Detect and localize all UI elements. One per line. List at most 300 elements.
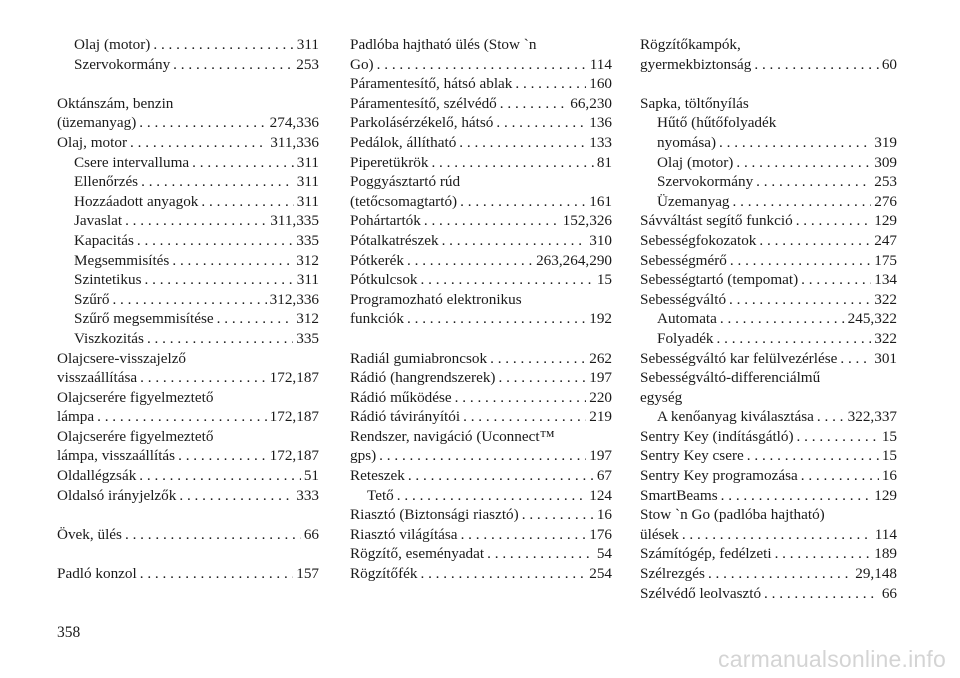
index-entry-page: 197 [589,447,612,465]
index-entry-page: 66 [303,525,319,543]
index-entry-term: (tetőcsomagtartó) [350,192,458,210]
index-entry-term: Övek, ülés [57,525,122,543]
index-entry-heading: Hűtő (hűtőfolyadék [657,114,777,132]
index-entry-page: 133 [589,133,612,151]
index-entry [350,486,612,506]
index-entry-page: 67 [596,467,612,485]
index-entry-row [350,231,612,251]
index-entry [57,153,319,173]
index-entry [57,55,319,75]
index-column-2 [350,35,612,584]
index-entry [640,211,897,231]
index-entry-row [657,133,897,153]
index-entry-term: Piperetükrök [350,153,429,171]
index-entry [350,172,612,211]
index-entry [640,172,897,192]
index-entry-row [367,486,612,506]
dot-leader [125,525,301,545]
index-entry-term: Ellenőrzés [74,173,139,191]
dot-leader [420,564,586,584]
dot-leader [407,309,586,329]
index-entry [57,309,319,329]
dot-leader [708,564,852,584]
dot-leader [500,94,567,114]
section-gap [640,74,897,94]
dot-leader [682,525,872,545]
index-entry [350,525,612,545]
dot-leader [460,192,586,212]
index-entry-term: Szélrezgés [640,565,705,583]
index-entry-term: Sebességváltó [640,290,727,308]
index-entry [57,329,319,349]
index-entry-page: 15 [881,427,897,445]
dot-leader [461,525,587,545]
dot-leader [145,270,294,290]
index-entry [57,35,319,55]
index-entry-term: SmartBeams [640,486,718,504]
index-entry [640,153,897,173]
index-entry-row [57,407,319,427]
index-entry-term: A kenőanyag kiválasztása [657,408,814,426]
dot-leader [192,153,294,173]
index-entry-page: 311,335 [270,212,319,230]
index-entry-row [350,349,612,369]
index-entry-heading: Programozható elektronikus [350,290,522,308]
dot-leader [153,35,293,55]
index-entry [640,329,897,349]
index-entry-term: Rádió (hangrendszerek) [350,369,496,387]
page-number: 358 [57,624,81,641]
index-entry-page: 245,322 [847,310,897,328]
index-entry [640,113,897,152]
dot-leader [379,446,586,466]
index-entry-heading: Olajcserére figyelmeztető [57,388,214,406]
index-entry-page: 310 [589,231,612,249]
index-entry-heading: Rögzítőkampók, [640,36,741,53]
dot-leader [496,113,586,133]
index-entry [640,505,897,544]
index-entry-term: Megsemmisítés [74,251,170,269]
dot-leader [490,349,586,369]
index-entry-term: Üzemanyag [657,192,730,210]
dot-leader [97,407,267,427]
dot-leader [424,211,560,231]
index-entry-row [57,446,319,466]
index-entry-page: 322 [874,329,897,347]
index-entry-term: Go) [350,55,374,73]
index-entry [640,270,897,290]
index-entry-page: 311,336 [270,133,319,151]
index-entry-row [640,231,897,251]
index-entry-page: 197 [589,369,612,387]
index-entry-page: 54 [596,545,612,563]
section-gap [57,74,319,94]
index-entry-term: Pótkerék [350,251,404,269]
index-entry-row [350,133,612,153]
index-entry-row [640,446,897,466]
index-entry [57,133,319,153]
index-entry-page: 312,336 [269,290,319,308]
index-entry-term: Rádió távirányítói [350,408,461,426]
dot-leader [179,486,293,506]
index-entry-page: 312 [296,251,319,269]
dot-leader [407,251,533,271]
index-entry-row [57,113,319,133]
index-entry-term: Sebességváltó kar felülvezérlése [640,349,838,367]
dot-leader [141,172,294,192]
index-entry-page: 172,187 [269,447,319,465]
dot-leader [442,231,587,251]
index-entry [640,407,897,427]
index-entry-term: gps) [350,447,377,465]
index-entry-page: 172,187 [269,369,319,387]
index-entry-page: 134 [874,271,897,289]
index-entry-page: 335 [296,231,319,249]
index-entry-page: 301 [874,349,897,367]
index-entry-row [640,211,897,231]
index-entry-page: 66,230 [570,94,612,112]
dot-leader [720,309,845,329]
index-entry-row [350,564,612,584]
index-entry-row [74,211,319,231]
dot-leader [775,544,872,564]
index-entry-row [640,486,897,506]
index-entry [57,94,319,133]
index-entry-row [350,270,612,290]
index-entry-row [350,368,612,388]
index-entry-term: Javaslat [74,212,123,230]
index-entry-page: 15 [596,271,612,289]
index-entry-row [657,153,897,173]
index-entry-row [640,270,897,290]
index-entry-row [350,211,612,231]
index-entry-term: Sentry Key (indításgátló) [640,427,794,445]
index-entry [640,290,897,310]
index-entry-term: Oldallégzsák [57,467,137,485]
index-entry [640,446,897,466]
index-entry-page: 322,337 [847,408,897,426]
dot-leader [172,251,293,271]
dot-leader [421,270,594,290]
dot-leader [455,388,587,408]
index-entry-row [640,525,897,545]
dot-leader [178,446,267,466]
index-entry-page: 311 [296,153,319,171]
index-entry-heading: Oktánszám, benzin [57,94,174,112]
index-entry-heading: Sapka, töltőnyílás [640,94,749,112]
index-entry-row [74,55,319,75]
index-entry-heading: Padlóba hajtható ülés (Stow `n [350,36,537,53]
index-entry [350,153,612,173]
index-entry-row [350,505,612,525]
dot-leader [125,211,267,231]
index-entry-row [640,349,897,369]
index-entry [350,270,612,290]
index-entry-term: Pohártartók [350,212,421,230]
index-entry [640,94,897,114]
index-entry-term: Riasztó világítása [350,525,458,543]
dot-leader [397,486,586,506]
index-entry-page: 219 [589,408,612,426]
section-gap [57,505,319,525]
index-entry-term: Rögzítőfék [350,565,418,583]
dot-leader [217,309,294,329]
index-entry-term: Pótkulcsok [350,271,418,289]
dot-leader [756,172,871,192]
index-entry-row [657,407,897,427]
dot-leader [139,466,301,486]
dot-leader [137,231,293,251]
index-entry-row [640,251,897,271]
watermark: carmanualsonline.info [718,646,946,672]
index-entry-term: Sebességfokozatok [640,231,757,249]
index-entry-row [657,309,897,329]
index-entry-term: Szintetikus [74,271,142,289]
index-entry-row [57,564,319,584]
index-entry-row [640,584,897,604]
index-entry-term: lámpa, visszaállítás [57,447,176,465]
index-entry-term: Sebességtartó (tempomat) [640,271,799,289]
index-entry-term: Olaj, motor [57,133,128,151]
index-entry [57,427,319,466]
dot-leader [721,486,872,506]
index-entry [350,133,612,153]
index-entry [57,486,319,506]
index-entry-term: Szervokormány [74,55,171,73]
dot-leader [140,564,293,584]
index-entry [350,427,612,466]
dot-leader [459,133,586,153]
dot-leader [147,329,293,349]
index-entry [57,211,319,231]
index-entry [350,113,612,133]
index-entry-page: 311 [296,271,319,289]
dot-leader [719,133,871,153]
index-entry-row [74,290,319,310]
index-entry-row [350,192,612,212]
index-entry [640,251,897,271]
index-entry-page: 16 [596,506,612,524]
index-entry [640,486,897,506]
index-entry [350,35,612,74]
index-entry-page: 114 [589,55,612,73]
index-entry-row [350,153,612,173]
dot-leader [431,153,593,173]
section-gap [350,329,612,349]
index-entry-page: 51 [303,467,319,485]
index-entry [350,564,612,584]
index-entry-row [350,446,612,466]
index-entry [350,231,612,251]
index-entry-page: 160 [589,75,612,93]
index-entry-row [57,466,319,486]
index-entry-row [350,466,612,486]
index-entry-row [74,172,319,192]
index-entry-row [640,427,897,447]
index-entry-term: Rögzítő, eseményadat [350,545,485,563]
index-entry [57,564,319,584]
index-entry-page: 136 [589,114,612,132]
index-entry-term: Sebességmérő [640,251,727,269]
index-entry-page: 16 [881,467,897,485]
index-entry-row [74,231,319,251]
index-entry-page: 192 [589,310,612,328]
index-entry [640,231,897,251]
index-entry-term: Számítógép, fedélzeti [640,545,772,563]
index-column-3 [640,35,897,603]
index-entry-row [57,133,319,153]
index-entry [350,251,612,271]
index-entry [57,270,319,290]
dot-leader [463,407,586,427]
index-entry [350,505,612,525]
index-entry [350,388,612,408]
index-entry-term: funkciók [350,310,404,328]
index-entry-term: Olaj (motor) [657,153,734,171]
index-entry-page: 175 [874,251,897,269]
index-entry-page: 319 [874,133,897,151]
dot-leader [377,55,587,75]
index-entry-term: Páramentesítő, hátsó ablak [350,75,513,93]
index-entry-row [57,368,319,388]
index-entry [640,35,897,74]
index-entry-page: 335 [296,329,319,347]
index-entry-row [657,329,897,349]
index-entry-term: gyermekbiztonság [640,55,752,73]
dot-leader [754,55,878,75]
index-entry-page: 81 [596,153,612,171]
index-entry-row [657,192,897,212]
index-entry-term: (üzemanyag) [57,114,137,132]
index-entry-page: 333 [296,486,319,504]
index-entry-row [640,55,897,75]
index-entry [640,192,897,212]
dot-leader [717,329,872,349]
index-entry-row [640,544,897,564]
index-entry-term: Szűrő megsemmisítése [74,310,214,328]
index-entry-row [350,407,612,427]
dot-leader [817,407,845,427]
dot-leader [801,270,871,290]
index-entry-term: ülések [640,525,679,543]
dot-leader [729,290,871,310]
index-entry [640,349,897,369]
index-entry [350,290,612,329]
dot-leader [522,505,594,525]
index-entry-page: 311 [296,192,319,210]
index-entry-term: Parkolásérzékelő, hátsó [350,114,494,132]
index-entry-row [74,192,319,212]
index-entry-term: Automata [657,310,717,328]
index-entry-row [74,329,319,349]
index-entry [57,525,319,545]
index-entry-term: Páramentesítő, szélvédő [350,94,497,112]
index-entry-term: Hozzáadott anyagok [74,192,199,210]
dot-leader [139,113,266,133]
index-entry-page: 176 [589,525,612,543]
index-entry-page: 124 [589,486,612,504]
index-entry-row [350,74,612,94]
dot-leader [201,192,293,212]
index-entry [350,466,612,486]
dot-leader [733,192,872,212]
dot-leader [408,466,594,486]
index-entry [350,74,612,94]
index-entry [350,211,612,231]
index-entry-page: 263,264,290 [536,251,612,269]
index-entry [350,544,612,564]
dot-leader [797,427,879,447]
dot-leader [736,153,871,173]
dot-leader [801,466,879,486]
index-entry-heading: Sebességváltó-differenciálmű [640,369,821,387]
index-entry-row [640,564,897,584]
index-entry-page: 161 [589,192,612,210]
index-entry-page: 311 [296,36,319,53]
index-entry [640,368,897,407]
index-entry-page: 29,148 [855,565,897,583]
dot-leader [130,133,267,153]
dot-leader [487,544,594,564]
index-entry-page: 262 [589,349,612,367]
index-entry-row [74,270,319,290]
index-entry-term: nyomása) [657,133,717,151]
index-entry-page: 114 [874,525,897,543]
index-column-1 [57,35,319,584]
index-entry-term: Radiál gumiabroncsok [350,349,488,367]
index-entry-row [350,525,612,545]
index-entry-term: Szervokormány [657,173,754,191]
dot-leader [840,349,871,369]
index-entry-row [350,388,612,408]
index-entry-page: 253 [296,55,319,73]
index-entry [57,251,319,271]
index-entry [57,231,319,251]
index-entry-term: Riasztó (Biztonsági riasztó) [350,506,519,524]
index-entry-row [640,466,897,486]
index-entry-row [57,486,319,506]
index-entry-page: 60 [881,55,897,73]
index-entry [350,368,612,388]
index-entry [57,349,319,388]
index-entry [350,407,612,427]
dot-leader [498,368,586,388]
index-entry-page: 129 [874,212,897,230]
section-gap [57,544,319,564]
dot-leader [747,446,879,466]
index-entry-page: 309 [874,153,897,171]
index-entry-page: 152,326 [562,212,612,230]
index-entry-row [350,309,612,329]
index-entry [57,466,319,486]
index-entry-row [74,153,319,173]
index-entry-page: 247 [874,231,897,249]
index-entry-page: 129 [874,486,897,504]
index-entry-term: Pedálok, állítható [350,133,457,151]
index-entry-heading: Rendszer, navigáció (Uconnect™ [350,427,555,445]
index-entry-term: Sentry Key csere [640,447,744,465]
index-entry-term: Oldalsó irányjelzők [57,486,177,504]
index-entry-row [350,251,612,271]
index-entry-page: 274,336 [269,114,319,132]
index-entry-page: 322 [874,290,897,308]
dot-leader [173,55,293,75]
index-entry [57,172,319,192]
index-entry-term: Folyadék [657,329,714,347]
index-entry-row [350,113,612,133]
index-entry-term: Reteszek [350,467,405,485]
index-entry-term: Rádió működése [350,388,452,406]
